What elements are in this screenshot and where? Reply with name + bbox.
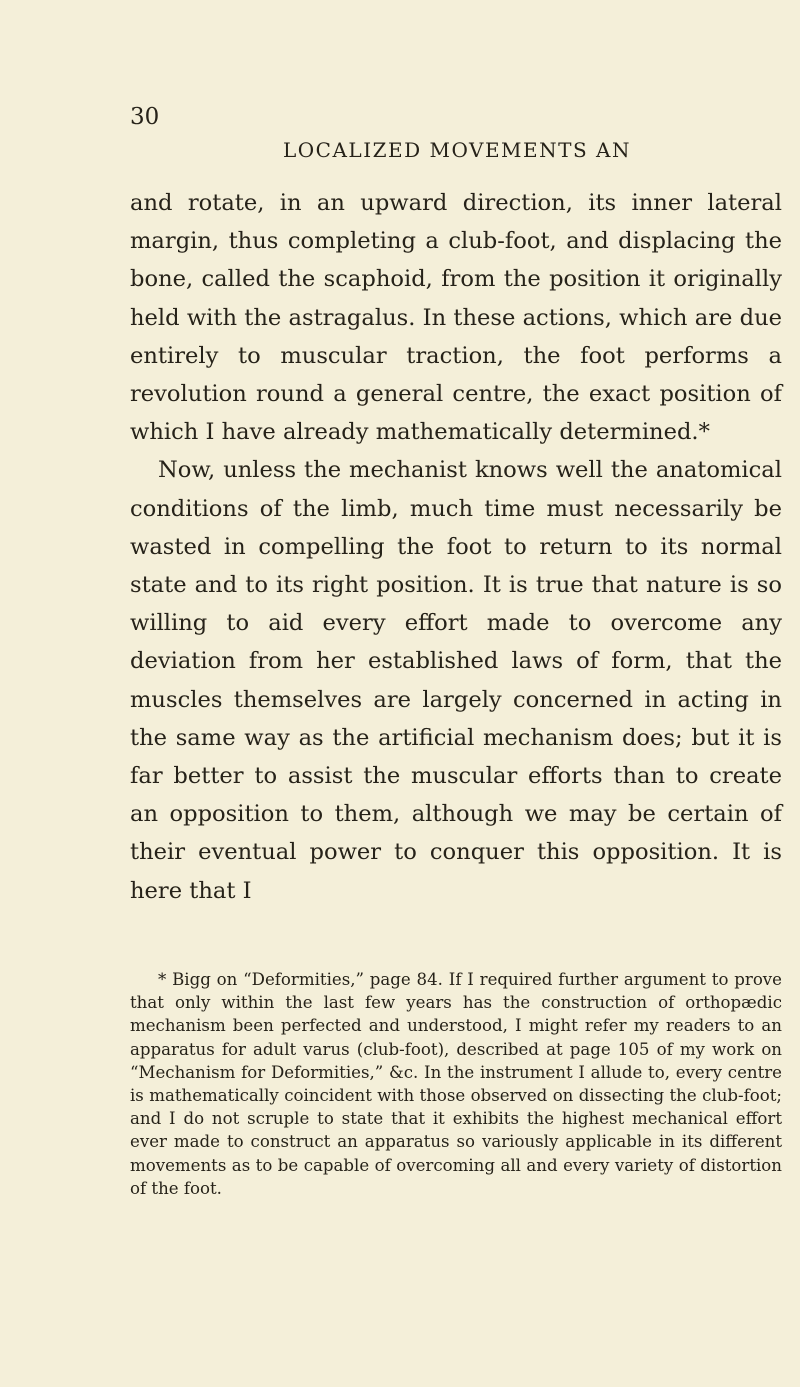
running-head: LOCALIZED MOVEMENTS AN — [283, 138, 631, 162]
footnote-text: * Bigg on “Deformities,” page 84. If I required further argument to prove that only within the last few years has the construction of orthopædic mechanism been perfected and understood, I might refer my readers to an apparatus for adult varus (club-foot), described at page 105 of my work on “Mechanism for Deformities,” &c. In the instrument I allude to, every centre is mathematically coincident with those observed on dissecting the club-foot; and I do not scruple to state that it exhibits the highest mechanical effort ever made to construct an apparatus so variously applicable in its different movements as to be capable of overcoming all and every variety of distortion of the foot. — [130, 970, 782, 1198]
page-number: 30 — [130, 104, 160, 130]
page-header — [130, 104, 770, 178]
paragraph: Now, unless the mechanist knows well the anatomical conditions of the limb, much time must necessarily be wasted in compelling the foot to return to its normal state and to its right position. It is true that nature is so willing to aid every effort made to overcome any deviation from her established laws of form, that the muscles themselves are largely concerned in acting in the same way as the artificial mechanism does; but it is far better to assist the muscular efforts than to create an opposition to them, although we may be certain of their eventual power to conquer this opposition. It is here that I — [130, 457, 782, 904]
body-text — [130, 184, 782, 910]
footnote — [130, 968, 782, 1200]
paragraph: and rotate, in an upward direction, its inner lateral margin, thus completing a club-foot, and displacing the bone, called the scaphoid, from the position it originally held with the astragalus. In these actions, which are due entirely to muscular traction, the foot performs a revolution round a general centre, the exact position of which I have already mathematically determined.* — [130, 190, 782, 446]
